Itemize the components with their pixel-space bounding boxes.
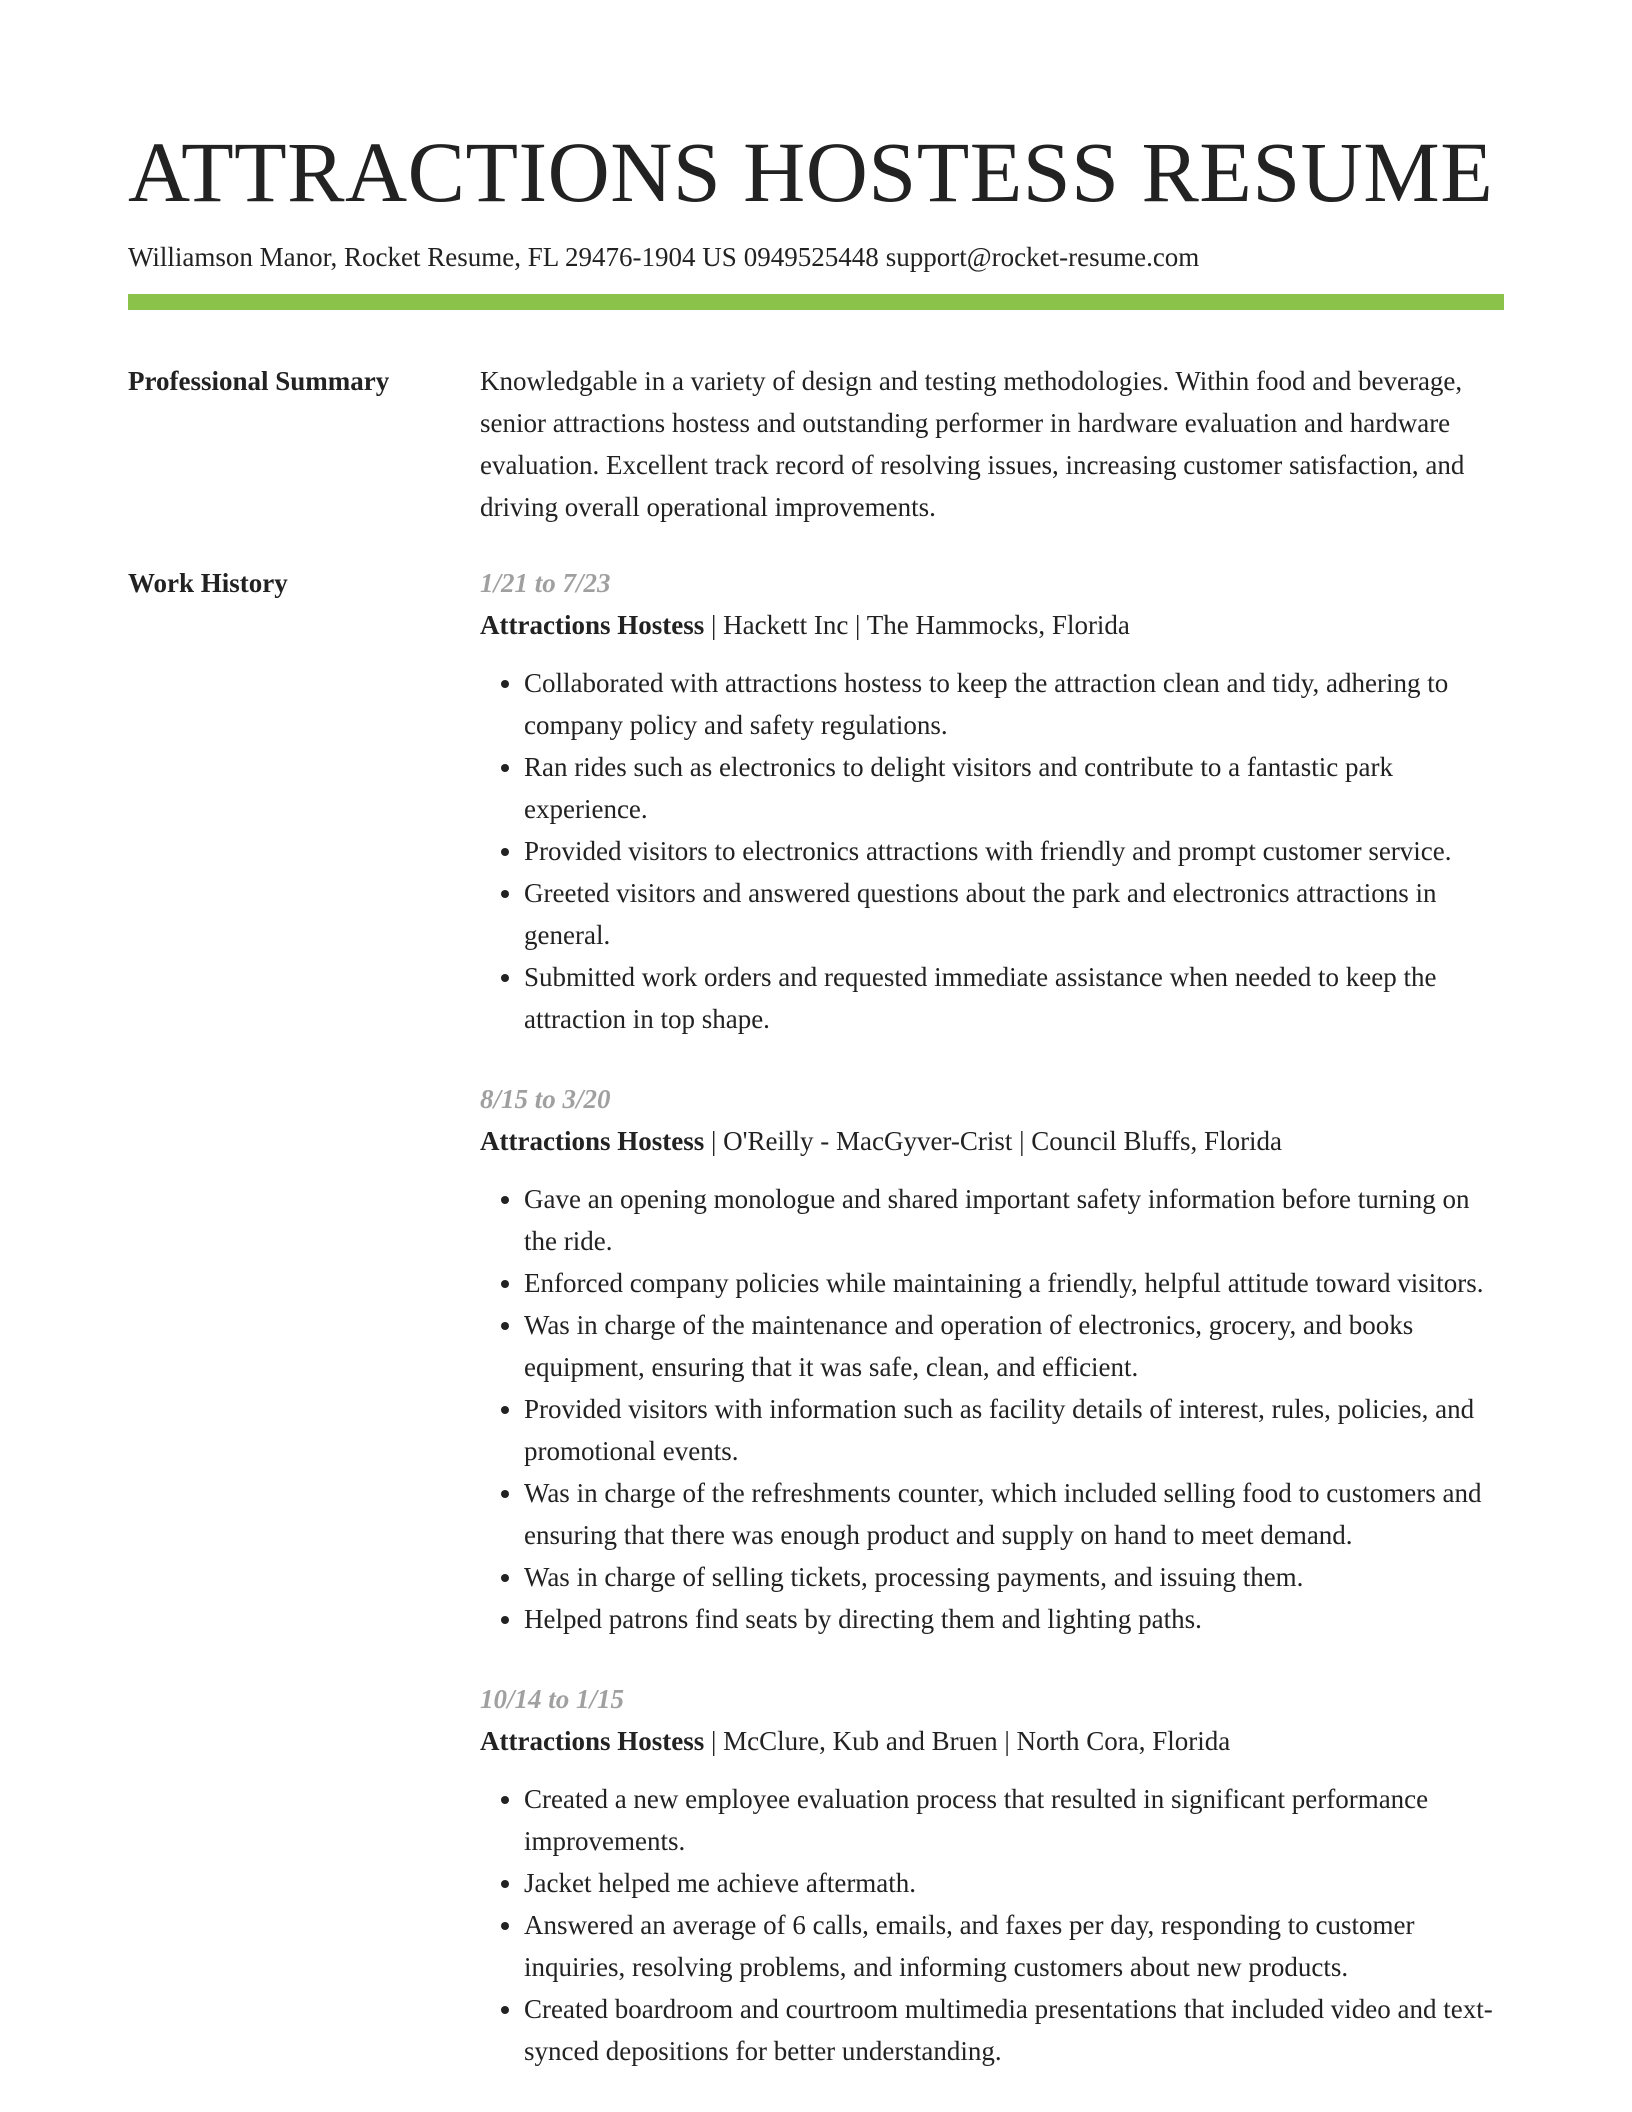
contact-address: Williamson Manor, Rocket Resume, FL 29476-1904 US	[128, 242, 737, 272]
summary-text: Knowledgable in a variety of design and testing methodologies. Within food and beverage, senior attractions hostess and outstanding performer in hardware evaluation and hardware evaluation. Excellent track record of resolving issues, increasing customer satisfaction, and driving overall operational improvements.	[480, 366, 1465, 522]
job-details: | O'Reilly - MacGyver-Crist | Council Bluffs, Florida	[704, 1126, 1283, 1156]
job-bullets	[480, 662, 1504, 1040]
job-dates: 8/15 to 3/20	[480, 1084, 611, 1114]
list-item: • Submitted work orders and requested immediate assistance when needed to keep the attraction in top shape.	[524, 956, 1504, 1040]
work-history-section	[128, 562, 1504, 2110]
job-title: Attractions Hostess	[480, 610, 705, 640]
resume-page	[128, 122, 1504, 2110]
header-divider	[128, 294, 1504, 310]
job-heading	[480, 1120, 1504, 1162]
job-heading	[480, 604, 1504, 646]
job-bullets	[480, 1778, 1504, 2072]
list-item: • Provided visitors to electronics attractions with friendly and prompt customer service.	[524, 830, 1504, 872]
job-bullets	[480, 1178, 1504, 1640]
list-item: • Provided visitors with information such as facility details of interest, rules, policies, and promotional events.	[524, 1388, 1504, 1472]
job-entry	[480, 562, 1504, 1040]
job-details: | McClure, Kub and Bruen | North Cora, Florida	[704, 1726, 1231, 1756]
list-item: • Answered an average of 6 calls, emails, and faxes per day, responding to customer inquiries, resolving problems, and informing customers about new products.	[524, 1904, 1504, 1988]
list-item: • Ran rides such as electronics to delight visitors and contribute to a fantastic park experience.	[524, 746, 1504, 830]
list-item: • Enforced company policies while maintaining a friendly, helpful attitude toward visitors.	[524, 1262, 1504, 1304]
list-item: • Greeted visitors and answered questions about the park and electronics attractions in general.	[524, 872, 1504, 956]
job-entry	[480, 1678, 1504, 2072]
job-dates: 10/14 to 1/15	[480, 1684, 625, 1714]
list-item: • Was in charge of the refreshments counter, which included selling food to customers and ensuring that there was enough product and supply on hand to meet demand.	[524, 1472, 1504, 1556]
job-entry	[480, 1078, 1504, 1640]
job-heading	[480, 1720, 1504, 1762]
contact-phone: 0949525448	[743, 242, 879, 272]
list-item: • Was in charge of the maintenance and operation of electronics, grocery, and books equipment, ensuring that it was safe, clean, and efficient.	[524, 1304, 1504, 1388]
contact-email[interactable]: support@rocket-resume.com	[885, 242, 1200, 272]
job-dates: 1/21 to 7/23	[480, 568, 611, 598]
professional-summary-section	[128, 360, 1504, 528]
list-item: • Created boardroom and courtroom multimedia presentations that included video and text-synced depositions for better understanding.	[524, 1988, 1504, 2072]
job-title: Attractions Hostess	[480, 1726, 705, 1756]
list-item: • Jacket helped me achieve aftermath.	[524, 1862, 1504, 1904]
list-item: • Was in charge of selling tickets, processing payments, and issuing them.	[524, 1556, 1504, 1598]
resume-title: ATTRACTIONS HOSTESS RESUME	[128, 124, 1494, 220]
contact-line	[128, 240, 1504, 274]
job-list	[480, 562, 1504, 2110]
list-item: • Gave an opening monologue and shared important safety information before turning on the ride.	[524, 1178, 1504, 1262]
job-details: | Hackett Inc | The Hammocks, Florida	[704, 610, 1130, 640]
list-item: • Helped patrons find seats by directing them and lighting paths.	[524, 1598, 1504, 1640]
job-title: Attractions Hostess	[480, 1126, 705, 1156]
section-label: Work History	[128, 568, 288, 598]
section-label: Professional Summary	[128, 366, 390, 396]
list-item: • Created a new employee evaluation process that resulted in significant performance improvements.	[524, 1778, 1504, 1862]
list-item: • Collaborated with attractions hostess to keep the attraction clean and tidy, adhering to company policy and safety regulations.	[524, 662, 1504, 746]
